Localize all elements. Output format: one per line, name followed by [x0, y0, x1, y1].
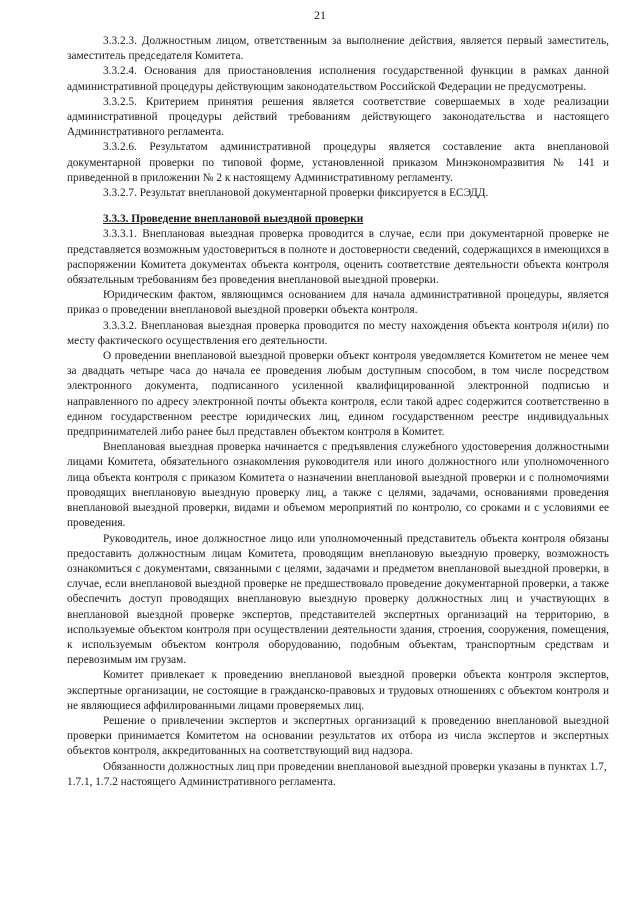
paragraph-3-3-3-2: 3.3.3.2. Внеплановая выездная проверка проводится по месту нахождения объекта контроля и(или) по месту фактического осуществления его деятельности.	[67, 319, 609, 347]
page-content	[67, 34, 609, 790]
paragraph-3-3-2-4: 3.3.2.4. Основания для приостановления исполнения государственной функции в рамках данной административной процедуры действующим законодательством Российской Федерации не предусмотрены.	[67, 65, 609, 93]
paragraph-3-3-2-5: 3.3.2.5. Критерием принятия решения является соответствие совершаемых в ходе реализации административной процедуры действий требованиям действующего законодательства и настоящего Административного регламента.	[67, 95, 609, 139]
paragraph-3-3-2-3: 3.3.2.3. Должностным лицом, ответственным за выполнение действия, является первый заместитель, заместитель председателя Комитета.	[67, 35, 609, 63]
paragraph-access-obligations: Руководитель, иное должностное лицо или уполномоченный представитель объекта контроля обязаны предоставить должностным лицам Комитета, проводящим внеплановую выездную проверку, возможность ознакомиться с документами, связанными с целями, задачами и предметом внеплановой выездной проверки, в случае, если внеплановой выездной проверке не предшествовало проведение документарной проверки, а также обеспечить доступ проводящих внеплановую выездную проверку должностных лиц и участвующих в внеплановой выездной проверке экспертов, представителей экспертных организаций на территорию, в используемые объектом контроля при осуществлении деятельности здания, строения, сооружения, помещения, к используемым объектом контроля оборудованию, подобным объектам, транспортным средствам и перевозимым им грузам.	[67, 532, 609, 667]
section-heading: 3.3.3. Проведение внеплановой выездной проверки	[103, 213, 364, 226]
paragraph-expert-selection: Решение о привлечении экспертов и экспертных организаций к проведению внеплановой выездной проверки принимается Комитетом на основании результатов их отбора из числа экспертов и экспертных объектов контроля, аккредитованных на соответствующий вид надзора.	[67, 714, 609, 758]
paragraph-3-3-2-6: 3.3.2.6. Результатом административной процедуры является составление акта внеплановой документарной проверки по типовой форме, установленной приказом Минэкономразвития № 141 и приведенной в приложении № 2 к настоящему Административному регламенту.	[67, 141, 609, 184]
paragraph-experts: Комитет привлекает к проведению внеплановой выездной проверки объекта контроля экспертов, экспертные организации, не состоящие в гражданско-правовых и трудовых отношениях с объектом контроля и не являющиеся аффилированными лицами проверяемых лиц.	[67, 669, 609, 712]
paragraph-notification: О проведении внеплановой выездной проверки объект контроля уведомляется Комитетом не менее чем за двадцать четыре часа до начала ее проведения любым доступным способом, в том числе посредством электронного документа, подписанного усиленной квалифицированной электронной подписью и направленного по адресу электронной почты объекта контроля, если такой адрес содержится соответственно в едином государственном реестре юридических лиц, едином государственном реестре индивидуальных предпринимателей либо ранее был представлен объектом контроля в Комитет.	[67, 350, 609, 439]
paragraph-3-3-3-1: 3.3.3.1. Внеплановая выездная проверка проводится в случае, если при документарной проверке не представляется возможным удостовериться в полноте и достоверности сведений, содержащихся в имеющихся в распоряжении Комитета документах объекта контроля, оценить соответствие деятельности объекта контроля обязательным требованиям без проведения внеплановой выездной проверки.	[67, 228, 609, 287]
paragraph-3-3-2-7: 3.3.2.7. Результат внеплановой документарной проверки фиксируется в ЕСЭДД.	[103, 187, 489, 200]
paragraph-duties: Обязанности должностных лиц при проведении внеплановой выездной проверки указаны в пунктах 1.7, 1.7.1, 1.7.2 настоящего Административного регламента.	[67, 760, 607, 788]
paragraph-legal-fact: Юридическим фактом, являющимся основанием для начала административной процедуры, является приказ о проведении внеплановой выездной проверки объекта контроля.	[67, 289, 609, 317]
page-number: 21	[314, 8, 326, 22]
paragraph-inspection-start: Внеплановая выездная проверка начинается с предъявления служебного удостоверения должностными лицами Комитета, обязательного ознакомления руководителя или иного должностного или уполномоченного лица объекта контроля с приказом Комитета о назначении внеплановой выездной проверки и с полномочиями проводящих внеплановую выездную проверку лиц, а также с целями, задачами, основаниями проведения внеплановой выездной проверки, видами и объемом мероприятий по контролю, со сроками и с условиями ее проведения.	[67, 441, 609, 530]
